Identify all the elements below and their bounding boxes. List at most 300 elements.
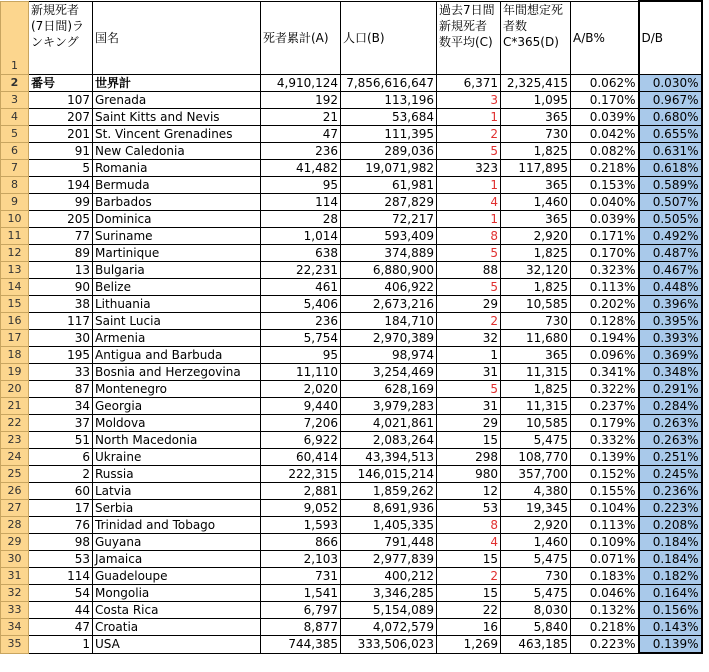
cell-db[interactable]: 0.396% xyxy=(639,296,702,313)
cell-deaths[interactable]: 4,910,124 xyxy=(261,75,341,92)
cell-country[interactable]: Serbia xyxy=(93,500,261,517)
cell-ab[interactable]: 0.113% xyxy=(571,279,639,296)
cell-population[interactable]: 5,154,089 xyxy=(341,602,437,619)
row-header[interactable]: 8 xyxy=(1,177,29,194)
cell-ab[interactable]: 0.096% xyxy=(571,347,639,364)
header-avg[interactable]: 過去7日間新規死者数平均(C) xyxy=(437,1,501,75)
cell-country[interactable]: Saint Lucia xyxy=(93,313,261,330)
row-header[interactable]: 29 xyxy=(1,534,29,551)
cell-country[interactable]: Belize xyxy=(93,279,261,296)
cell-avg[interactable]: 3 xyxy=(437,92,501,109)
cell-ab[interactable]: 0.155% xyxy=(571,483,639,500)
header-population[interactable]: 人口(B) xyxy=(341,1,437,75)
cell-deaths[interactable]: 744,385 xyxy=(261,636,341,654)
cell-population[interactable]: 61,981 xyxy=(341,177,437,194)
cell-ab[interactable]: 0.042% xyxy=(571,126,639,143)
cell-deaths[interactable]: 8,877 xyxy=(261,619,341,636)
row-header[interactable]: 6 xyxy=(1,143,29,160)
cell-country[interactable]: North Macedonia xyxy=(93,432,261,449)
cell-annual[interactable]: 365 xyxy=(501,211,571,228)
cell-ab[interactable]: 0.237% xyxy=(571,398,639,415)
cell-avg[interactable]: 1,269 xyxy=(437,636,501,654)
cell-ab[interactable]: 0.039% xyxy=(571,211,639,228)
cell-population[interactable]: 6,880,900 xyxy=(341,262,437,279)
cell-rank[interactable]: 30 xyxy=(29,330,93,347)
cell-ab[interactable]: 0.139% xyxy=(571,449,639,466)
cell-deaths[interactable]: 5,754 xyxy=(261,330,341,347)
row-header[interactable]: 9 xyxy=(1,194,29,211)
cell-ab[interactable]: 0.128% xyxy=(571,313,639,330)
cell-population[interactable]: 3,254,469 xyxy=(341,364,437,381)
cell-country[interactable]: Trinidad and Tobago xyxy=(93,517,261,534)
cell-country[interactable]: Guyana xyxy=(93,534,261,551)
cell-rank[interactable]: 194 xyxy=(29,177,93,194)
cell-annual[interactable]: 1,460 xyxy=(501,534,571,551)
cell-rank[interactable]: 99 xyxy=(29,194,93,211)
cell-country[interactable]: Antigua and Barbuda xyxy=(93,347,261,364)
cell-population[interactable]: 2,977,839 xyxy=(341,551,437,568)
cell-deaths[interactable]: 2,103 xyxy=(261,551,341,568)
cell-deaths[interactable]: 47 xyxy=(261,126,341,143)
cell-population[interactable]: 4,021,861 xyxy=(341,415,437,432)
cell-deaths[interactable]: 731 xyxy=(261,568,341,585)
cell-population[interactable]: 4,072,579 xyxy=(341,619,437,636)
cell-db[interactable]: 0.492% xyxy=(639,228,702,245)
cell-population[interactable]: 628,169 xyxy=(341,381,437,398)
cell-annual[interactable]: 1,825 xyxy=(501,381,571,398)
cell-annual[interactable]: 1,825 xyxy=(501,245,571,262)
cell-ab[interactable]: 0.104% xyxy=(571,500,639,517)
row-header[interactable]: 21 xyxy=(1,398,29,415)
cell-rank[interactable]: 6 xyxy=(29,449,93,466)
cell-avg[interactable]: 29 xyxy=(437,415,501,432)
cell-annual[interactable]: 1,825 xyxy=(501,143,571,160)
cell-country[interactable]: St. Vincent Grenadines xyxy=(93,126,261,143)
cell-deaths[interactable]: 21 xyxy=(261,109,341,126)
row-header[interactable]: 10 xyxy=(1,211,29,228)
cell-population[interactable]: 287,829 xyxy=(341,194,437,211)
row-header[interactable]: 32 xyxy=(1,585,29,602)
cell-db[interactable]: 0.223% xyxy=(639,500,702,517)
cell-avg[interactable]: 2 xyxy=(437,313,501,330)
cell-deaths[interactable]: 1,593 xyxy=(261,517,341,534)
cell-db[interactable]: 0.143% xyxy=(639,619,702,636)
cell-db[interactable]: 0.139% xyxy=(639,636,702,654)
cell-ab[interactable]: 0.202% xyxy=(571,296,639,313)
cell-avg[interactable]: 4 xyxy=(437,534,501,551)
row-header[interactable]: 11 xyxy=(1,228,29,245)
cell-deaths[interactable]: 2,020 xyxy=(261,381,341,398)
cell-rank[interactable]: 51 xyxy=(29,432,93,449)
cell-rank[interactable]: 37 xyxy=(29,415,93,432)
cell-ab[interactable]: 0.194% xyxy=(571,330,639,347)
cell-annual[interactable]: 10,585 xyxy=(501,415,571,432)
cell-annual[interactable]: 11,315 xyxy=(501,398,571,415)
cell-avg[interactable]: 53 xyxy=(437,500,501,517)
cell-db[interactable]: 0.631% xyxy=(639,143,702,160)
header-rank[interactable]: 新規死者(7日間)ランキング xyxy=(29,1,93,75)
cell-annual[interactable]: 730 xyxy=(501,568,571,585)
cell-avg[interactable]: 1 xyxy=(437,211,501,228)
cell-deaths[interactable]: 6,797 xyxy=(261,602,341,619)
cell-annual[interactable]: 11,315 xyxy=(501,364,571,381)
cell-db[interactable]: 0.245% xyxy=(639,466,702,483)
cell-avg[interactable]: 29 xyxy=(437,296,501,313)
cell-rank[interactable]: 76 xyxy=(29,517,93,534)
cell-rank[interactable]: 205 xyxy=(29,211,93,228)
cell-annual[interactable]: 365 xyxy=(501,109,571,126)
cell-db[interactable]: 0.467% xyxy=(639,262,702,279)
cell-ab[interactable]: 0.171% xyxy=(571,228,639,245)
cell-ab[interactable]: 0.113% xyxy=(571,517,639,534)
cell-country[interactable]: Grenada xyxy=(93,92,261,109)
cell-population[interactable]: 7,856,616,647 xyxy=(341,75,437,92)
cell-rank[interactable]: 1 xyxy=(29,636,93,654)
cell-population[interactable]: 3,346,285 xyxy=(341,585,437,602)
cell-deaths[interactable]: 6,922 xyxy=(261,432,341,449)
cell-rank[interactable]: 13 xyxy=(29,262,93,279)
cell-deaths[interactable]: 7,206 xyxy=(261,415,341,432)
cell-ab[interactable]: 0.341% xyxy=(571,364,639,381)
cell-ab[interactable]: 0.218% xyxy=(571,160,639,177)
cell-rank[interactable]: 60 xyxy=(29,483,93,500)
row-header[interactable]: 23 xyxy=(1,432,29,449)
cell-population[interactable]: 72,217 xyxy=(341,211,437,228)
header-db[interactable]: D/B xyxy=(639,1,702,75)
cell-annual[interactable]: 2,920 xyxy=(501,517,571,534)
cell-rank[interactable]: 33 xyxy=(29,364,93,381)
cell-ab[interactable]: 0.039% xyxy=(571,109,639,126)
cell-avg[interactable]: 15 xyxy=(437,432,501,449)
cell-country[interactable]: USA xyxy=(93,636,261,654)
cell-country[interactable]: Saint Kitts and Nevis xyxy=(93,109,261,126)
cell-db[interactable]: 0.618% xyxy=(639,160,702,177)
row-header[interactable]: 20 xyxy=(1,381,29,398)
cell-population[interactable]: 791,448 xyxy=(341,534,437,551)
cell-db[interactable]: 0.348% xyxy=(639,364,702,381)
cell-db[interactable]: 0.251% xyxy=(639,449,702,466)
cell-deaths[interactable]: 1,541 xyxy=(261,585,341,602)
cell-ab[interactable]: 0.223% xyxy=(571,636,639,654)
cell-db[interactable]: 0.284% xyxy=(639,398,702,415)
cell-avg[interactable]: 1 xyxy=(437,177,501,194)
cell-deaths[interactable]: 9,440 xyxy=(261,398,341,415)
cell-annual[interactable]: 117,895 xyxy=(501,160,571,177)
row-header[interactable]: 17 xyxy=(1,330,29,347)
cell-population[interactable]: 374,889 xyxy=(341,245,437,262)
cell-avg[interactable]: 15 xyxy=(437,585,501,602)
cell-ab[interactable]: 0.040% xyxy=(571,194,639,211)
cell-annual[interactable]: 357,700 xyxy=(501,466,571,483)
cell-ab[interactable]: 0.109% xyxy=(571,534,639,551)
cell-population[interactable]: 2,970,389 xyxy=(341,330,437,347)
cell-population[interactable]: 1,405,335 xyxy=(341,517,437,534)
cell-avg[interactable]: 1 xyxy=(437,109,501,126)
cell-deaths[interactable]: 1,014 xyxy=(261,228,341,245)
cell-rank[interactable]: 44 xyxy=(29,602,93,619)
cell-rank[interactable]: 87 xyxy=(29,381,93,398)
cell-annual[interactable]: 32,120 xyxy=(501,262,571,279)
cell-country[interactable]: Ukraine xyxy=(93,449,261,466)
row-header[interactable]: 18 xyxy=(1,347,29,364)
cell-deaths[interactable]: 95 xyxy=(261,347,341,364)
cell-population[interactable]: 400,212 xyxy=(341,568,437,585)
cell-rank[interactable]: 17 xyxy=(29,500,93,517)
row-header[interactable]: 12 xyxy=(1,245,29,262)
cell-avg[interactable]: 5 xyxy=(437,245,501,262)
cell-ab[interactable]: 0.046% xyxy=(571,585,639,602)
header-country[interactable]: 国名 xyxy=(93,1,261,75)
cell-population[interactable]: 593,409 xyxy=(341,228,437,245)
row-header[interactable]: 28 xyxy=(1,517,29,534)
cell-ab[interactable]: 0.082% xyxy=(571,143,639,160)
cell-country[interactable]: Russia xyxy=(93,466,261,483)
cell-population[interactable]: 113,196 xyxy=(341,92,437,109)
cell-deaths[interactable]: 236 xyxy=(261,313,341,330)
cell-deaths[interactable]: 114 xyxy=(261,194,341,211)
row-header[interactable]: 13 xyxy=(1,262,29,279)
cell-country[interactable]: Moldova xyxy=(93,415,261,432)
cell-db[interactable]: 0.184% xyxy=(639,551,702,568)
row-header[interactable]: 1 xyxy=(1,1,29,75)
cell-deaths[interactable]: 461 xyxy=(261,279,341,296)
cell-ab[interactable]: 0.153% xyxy=(571,177,639,194)
cell-country[interactable]: New Caledonia xyxy=(93,143,261,160)
cell-annual[interactable]: 463,185 xyxy=(501,636,571,654)
cell-ab[interactable]: 0.183% xyxy=(571,568,639,585)
cell-annual[interactable]: 2,325,415 xyxy=(501,75,571,92)
cell-annual[interactable]: 1,825 xyxy=(501,279,571,296)
cell-rank[interactable]: 34 xyxy=(29,398,93,415)
cell-ab[interactable]: 0.152% xyxy=(571,466,639,483)
cell-avg[interactable]: 2 xyxy=(437,568,501,585)
cell-rank[interactable]: 53 xyxy=(29,551,93,568)
cell-avg[interactable]: 31 xyxy=(437,398,501,415)
cell-rank[interactable]: 38 xyxy=(29,296,93,313)
cell-avg[interactable]: 5 xyxy=(437,143,501,160)
row-header[interactable]: 31 xyxy=(1,568,29,585)
cell-rank[interactable]: 91 xyxy=(29,143,93,160)
cell-annual[interactable]: 1,460 xyxy=(501,194,571,211)
cell-ab[interactable]: 0.071% xyxy=(571,551,639,568)
row-header[interactable]: 15 xyxy=(1,296,29,313)
cell-rank[interactable]: 117 xyxy=(29,313,93,330)
cell-db[interactable]: 0.182% xyxy=(639,568,702,585)
cell-db[interactable]: 0.487% xyxy=(639,245,702,262)
cell-avg[interactable]: 298 xyxy=(437,449,501,466)
cell-population[interactable]: 111,395 xyxy=(341,126,437,143)
cell-population[interactable]: 184,710 xyxy=(341,313,437,330)
cell-population[interactable]: 2,083,264 xyxy=(341,432,437,449)
header-annual[interactable]: 年間想定死者数C*365(D) xyxy=(501,1,571,75)
cell-avg[interactable]: 8 xyxy=(437,228,501,245)
cell-ab[interactable]: 0.322% xyxy=(571,381,639,398)
cell-rank[interactable]: 98 xyxy=(29,534,93,551)
row-header[interactable]: 16 xyxy=(1,313,29,330)
cell-country[interactable]: Bermuda xyxy=(93,177,261,194)
cell-avg[interactable]: 5 xyxy=(437,279,501,296)
cell-deaths[interactable]: 95 xyxy=(261,177,341,194)
cell-population[interactable]: 53,684 xyxy=(341,109,437,126)
cell-country[interactable]: Armenia xyxy=(93,330,261,347)
cell-avg[interactable]: 4 xyxy=(437,194,501,211)
cell-rank[interactable]: 77 xyxy=(29,228,93,245)
cell-deaths[interactable]: 2,881 xyxy=(261,483,341,500)
cell-country[interactable]: Latvia xyxy=(93,483,261,500)
cell-annual[interactable]: 19,345 xyxy=(501,500,571,517)
cell-avg[interactable]: 32 xyxy=(437,330,501,347)
cell-db[interactable]: 0.967% xyxy=(639,92,702,109)
cell-avg[interactable]: 980 xyxy=(437,466,501,483)
cell-population[interactable]: 2,673,216 xyxy=(341,296,437,313)
cell-rank[interactable]: 107 xyxy=(29,92,93,109)
cell-rank[interactable]: 54 xyxy=(29,585,93,602)
cell-country[interactable]: 世界計 xyxy=(93,75,261,92)
cell-population[interactable]: 43,394,513 xyxy=(341,449,437,466)
cell-population[interactable]: 98,974 xyxy=(341,347,437,364)
cell-deaths[interactable]: 41,482 xyxy=(261,160,341,177)
cell-country[interactable]: Costa Rica xyxy=(93,602,261,619)
row-header[interactable]: 19 xyxy=(1,364,29,381)
cell-annual[interactable]: 10,585 xyxy=(501,296,571,313)
cell-deaths[interactable]: 28 xyxy=(261,211,341,228)
row-header[interactable]: 24 xyxy=(1,449,29,466)
cell-db[interactable]: 0.236% xyxy=(639,483,702,500)
cell-country[interactable]: Croatia xyxy=(93,619,261,636)
cell-population[interactable]: 3,979,283 xyxy=(341,398,437,415)
cell-avg[interactable]: 88 xyxy=(437,262,501,279)
cell-db[interactable]: 0.395% xyxy=(639,313,702,330)
cell-ab[interactable]: 0.062% xyxy=(571,75,639,92)
cell-avg[interactable]: 8 xyxy=(437,517,501,534)
cell-db[interactable]: 0.263% xyxy=(639,415,702,432)
cell-rank[interactable]: 89 xyxy=(29,245,93,262)
cell-annual[interactable]: 5,475 xyxy=(501,585,571,602)
cell-ab[interactable]: 0.170% xyxy=(571,245,639,262)
cell-ab[interactable]: 0.179% xyxy=(571,415,639,432)
cell-deaths[interactable]: 638 xyxy=(261,245,341,262)
cell-rank[interactable]: 195 xyxy=(29,347,93,364)
cell-rank[interactable]: 2 xyxy=(29,466,93,483)
cell-deaths[interactable]: 22,231 xyxy=(261,262,341,279)
cell-country[interactable]: Guadeloupe xyxy=(93,568,261,585)
cell-annual[interactable]: 8,030 xyxy=(501,602,571,619)
cell-avg[interactable]: 5 xyxy=(437,381,501,398)
cell-deaths[interactable]: 9,052 xyxy=(261,500,341,517)
cell-country[interactable]: Suriname xyxy=(93,228,261,245)
cell-db[interactable]: 0.655% xyxy=(639,126,702,143)
row-header[interactable]: 26 xyxy=(1,483,29,500)
cell-deaths[interactable]: 222,315 xyxy=(261,466,341,483)
cell-ab[interactable]: 0.332% xyxy=(571,432,639,449)
cell-population[interactable]: 406,922 xyxy=(341,279,437,296)
cell-population[interactable]: 8,691,936 xyxy=(341,500,437,517)
cell-population[interactable]: 333,506,023 xyxy=(341,636,437,654)
cell-ab[interactable]: 0.170% xyxy=(571,92,639,109)
cell-annual[interactable]: 365 xyxy=(501,177,571,194)
row-header[interactable]: 4 xyxy=(1,109,29,126)
cell-deaths[interactable]: 11,110 xyxy=(261,364,341,381)
cell-ab[interactable]: 0.323% xyxy=(571,262,639,279)
cell-avg[interactable]: 323 xyxy=(437,160,501,177)
cell-annual[interactable]: 5,475 xyxy=(501,551,571,568)
cell-avg[interactable]: 22 xyxy=(437,602,501,619)
cell-rank[interactable]: 114 xyxy=(29,568,93,585)
cell-db[interactable]: 0.164% xyxy=(639,585,702,602)
cell-country[interactable]: Georgia xyxy=(93,398,261,415)
row-header[interactable]: 5 xyxy=(1,126,29,143)
row-header[interactable]: 35 xyxy=(1,636,29,654)
cell-avg[interactable]: 15 xyxy=(437,551,501,568)
row-header[interactable]: 22 xyxy=(1,415,29,432)
cell-rank[interactable]: 90 xyxy=(29,279,93,296)
cell-avg[interactable]: 6,371 xyxy=(437,75,501,92)
cell-annual[interactable]: 5,475 xyxy=(501,432,571,449)
cell-rank[interactable]: 5 xyxy=(29,160,93,177)
cell-db[interactable]: 0.505% xyxy=(639,211,702,228)
cell-annual[interactable]: 1,095 xyxy=(501,92,571,109)
cell-db[interactable]: 0.184% xyxy=(639,534,702,551)
cell-db[interactable]: 0.208% xyxy=(639,517,702,534)
cell-db[interactable]: 0.507% xyxy=(639,194,702,211)
cell-deaths[interactable]: 236 xyxy=(261,143,341,160)
cell-avg[interactable]: 12 xyxy=(437,483,501,500)
row-header[interactable]: 25 xyxy=(1,466,29,483)
cell-avg[interactable]: 2 xyxy=(437,126,501,143)
cell-deaths[interactable]: 60,414 xyxy=(261,449,341,466)
cell-country[interactable]: Lithuania xyxy=(93,296,261,313)
cell-country[interactable]: Bulgaria xyxy=(93,262,261,279)
header-deaths[interactable]: 死者累計(A) xyxy=(261,1,341,75)
cell-db[interactable]: 0.448% xyxy=(639,279,702,296)
cell-rank[interactable]: 番号 xyxy=(29,75,93,92)
cell-rank[interactable]: 47 xyxy=(29,619,93,636)
cell-avg[interactable]: 16 xyxy=(437,619,501,636)
row-header[interactable]: 14 xyxy=(1,279,29,296)
cell-country[interactable]: Dominica xyxy=(93,211,261,228)
row-header[interactable]: 27 xyxy=(1,500,29,517)
cell-population[interactable]: 289,036 xyxy=(341,143,437,160)
cell-annual[interactable]: 108,770 xyxy=(501,449,571,466)
cell-population[interactable]: 1,859,262 xyxy=(341,483,437,500)
cell-annual[interactable]: 730 xyxy=(501,313,571,330)
cell-annual[interactable]: 365 xyxy=(501,347,571,364)
cell-ab[interactable]: 0.132% xyxy=(571,602,639,619)
cell-ab[interactable]: 0.218% xyxy=(571,619,639,636)
cell-rank[interactable]: 201 xyxy=(29,126,93,143)
cell-annual[interactable]: 11,680 xyxy=(501,330,571,347)
cell-country[interactable]: Jamaica xyxy=(93,551,261,568)
row-header[interactable]: 34 xyxy=(1,619,29,636)
row-header[interactable]: 3 xyxy=(1,92,29,109)
cell-db[interactable]: 0.589% xyxy=(639,177,702,194)
cell-country[interactable]: Romania xyxy=(93,160,261,177)
row-header[interactable]: 30 xyxy=(1,551,29,568)
cell-deaths[interactable]: 866 xyxy=(261,534,341,551)
cell-db[interactable]: 0.393% xyxy=(639,330,702,347)
cell-deaths[interactable]: 5,406 xyxy=(261,296,341,313)
cell-db[interactable]: 0.156% xyxy=(639,602,702,619)
cell-annual[interactable]: 730 xyxy=(501,126,571,143)
row-header[interactable]: 7 xyxy=(1,160,29,177)
cell-country[interactable]: Bosnia and Herzegovina xyxy=(93,364,261,381)
cell-country[interactable]: Montenegro xyxy=(93,381,261,398)
cell-annual[interactable]: 2,920 xyxy=(501,228,571,245)
cell-deaths[interactable]: 192 xyxy=(261,92,341,109)
cell-db[interactable]: 0.030% xyxy=(639,75,702,92)
cell-population[interactable]: 19,071,982 xyxy=(341,160,437,177)
cell-country[interactable]: Mongolia xyxy=(93,585,261,602)
